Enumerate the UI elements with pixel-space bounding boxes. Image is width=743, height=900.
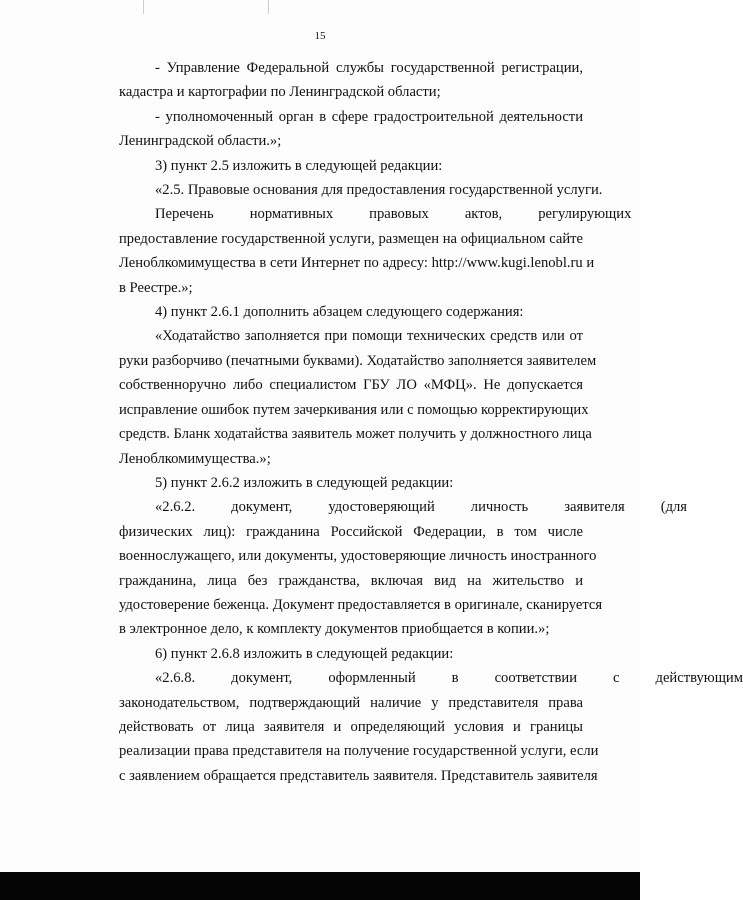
- page-number: 15: [314, 30, 326, 42]
- text-line: - уполномоченный орган в сфере градостроительной деятельности: [155, 108, 583, 125]
- text-line: предоставление государственной услуги, размещен на официальном сайте: [119, 230, 583, 247]
- word: в: [451, 670, 459, 687]
- scan-artifact: [268, 0, 269, 14]
- paragraph: [83, 300, 583, 324]
- word: действующим: [655, 670, 743, 687]
- text-line: в электронное дело, к комплекту документов приобщается в копии.»;: [119, 621, 550, 638]
- word: удостоверяющий: [328, 499, 435, 516]
- paragraph: [83, 495, 688, 641]
- word: заявителя: [564, 499, 625, 516]
- word: (для: [660, 499, 688, 516]
- word: «2.6.8.: [155, 670, 196, 687]
- text-line: руки разборчиво (печатными буквами). Ходатайство заполняется заявителем: [119, 352, 597, 369]
- text-line: средств. Бланк ходатайства заявитель может получить у должностного лица: [119, 426, 592, 443]
- paragraph: [83, 642, 583, 666]
- text-line: Леноблкомимущества в сети Интернет по адресу: http://www.kugi.lenobl.ru и: [119, 255, 595, 272]
- word: личность: [470, 499, 529, 516]
- document-body: [83, 56, 743, 788]
- text-line: законодательством, подтверждающий наличие у представителя права: [119, 694, 583, 711]
- text-line: 6) пункт 2.6.8 изложить в следующей редакции:: [155, 645, 454, 662]
- text-line: гражданина, лица без гражданства, включая вид на жительство и: [119, 572, 583, 589]
- text-line: с заявлением обращается представитель заявителя. Представитель заявителя: [119, 767, 598, 784]
- word: актов,: [464, 206, 503, 223]
- paragraph: [83, 471, 583, 495]
- word: соответствии: [494, 670, 578, 687]
- text-line: 4) пункт 2.6.1 дополнить абзацем следующего содержания:: [155, 304, 524, 321]
- paragraph: [83, 105, 583, 154]
- text-line: - Управление Федеральной службы государственной регистрации,: [155, 60, 583, 76]
- scan-bottom-band: [0, 872, 640, 900]
- text-line: кадастра и картографии по Ленинградской области;: [119, 84, 441, 101]
- word: регулирующих: [538, 206, 632, 223]
- text-line: исправление ошибок путем зачеркивания или с помощью корректирующих: [119, 401, 589, 418]
- text-line: собственноручно либо специалистом ГБУ ЛО «МФЦ». Не допускается: [119, 377, 583, 394]
- word: нормативных: [249, 206, 334, 223]
- paragraph: [83, 202, 632, 300]
- spread-line: [83, 495, 688, 519]
- paragraph: [83, 154, 583, 178]
- text-line: 5) пункт 2.6.2 изложить в следующей редакции:: [155, 474, 454, 491]
- text-line: «2.5. Правовые основания для предоставления государственной услуги.: [155, 182, 603, 199]
- word: Перечень: [155, 206, 214, 223]
- paragraph: [83, 666, 743, 788]
- spread-line: [83, 202, 632, 226]
- word: оформленный: [328, 670, 416, 687]
- word: документ,: [231, 670, 293, 687]
- spread-line: [83, 666, 743, 690]
- text-line: 3) пункт 2.5 изложить в следующей редакции:: [155, 157, 443, 174]
- word: документ,: [231, 499, 293, 516]
- text-line: реализации права представителя на получение государственной услуги, если: [119, 743, 599, 760]
- text-line: «Ходатайство заполняется при помощи технических средств или от: [155, 328, 583, 345]
- paragraph: [83, 178, 603, 202]
- word: правовых: [369, 206, 429, 223]
- text-line: Леноблкомимущества.»;: [119, 450, 271, 467]
- text-line: в Реестре.»;: [119, 279, 193, 296]
- word: с: [613, 670, 620, 687]
- paragraph: [83, 56, 583, 105]
- paragraph: [83, 324, 597, 470]
- scan-artifact: [143, 0, 144, 14]
- text-line: военнослужащего, или документы, удостоверяющие личность иностранного: [119, 548, 597, 565]
- text-line: действовать от лица заявителя и определяющий условия и границы: [119, 718, 583, 735]
- text-line: удостоверение беженца. Документ предоставляется в оригинале, сканируется: [119, 596, 603, 613]
- text-line: физических лиц): гражданина Российской Федерации, в том числе: [119, 523, 583, 540]
- text-line: Ленинградской области.»;: [119, 133, 282, 150]
- word: «2.6.2.: [155, 499, 196, 516]
